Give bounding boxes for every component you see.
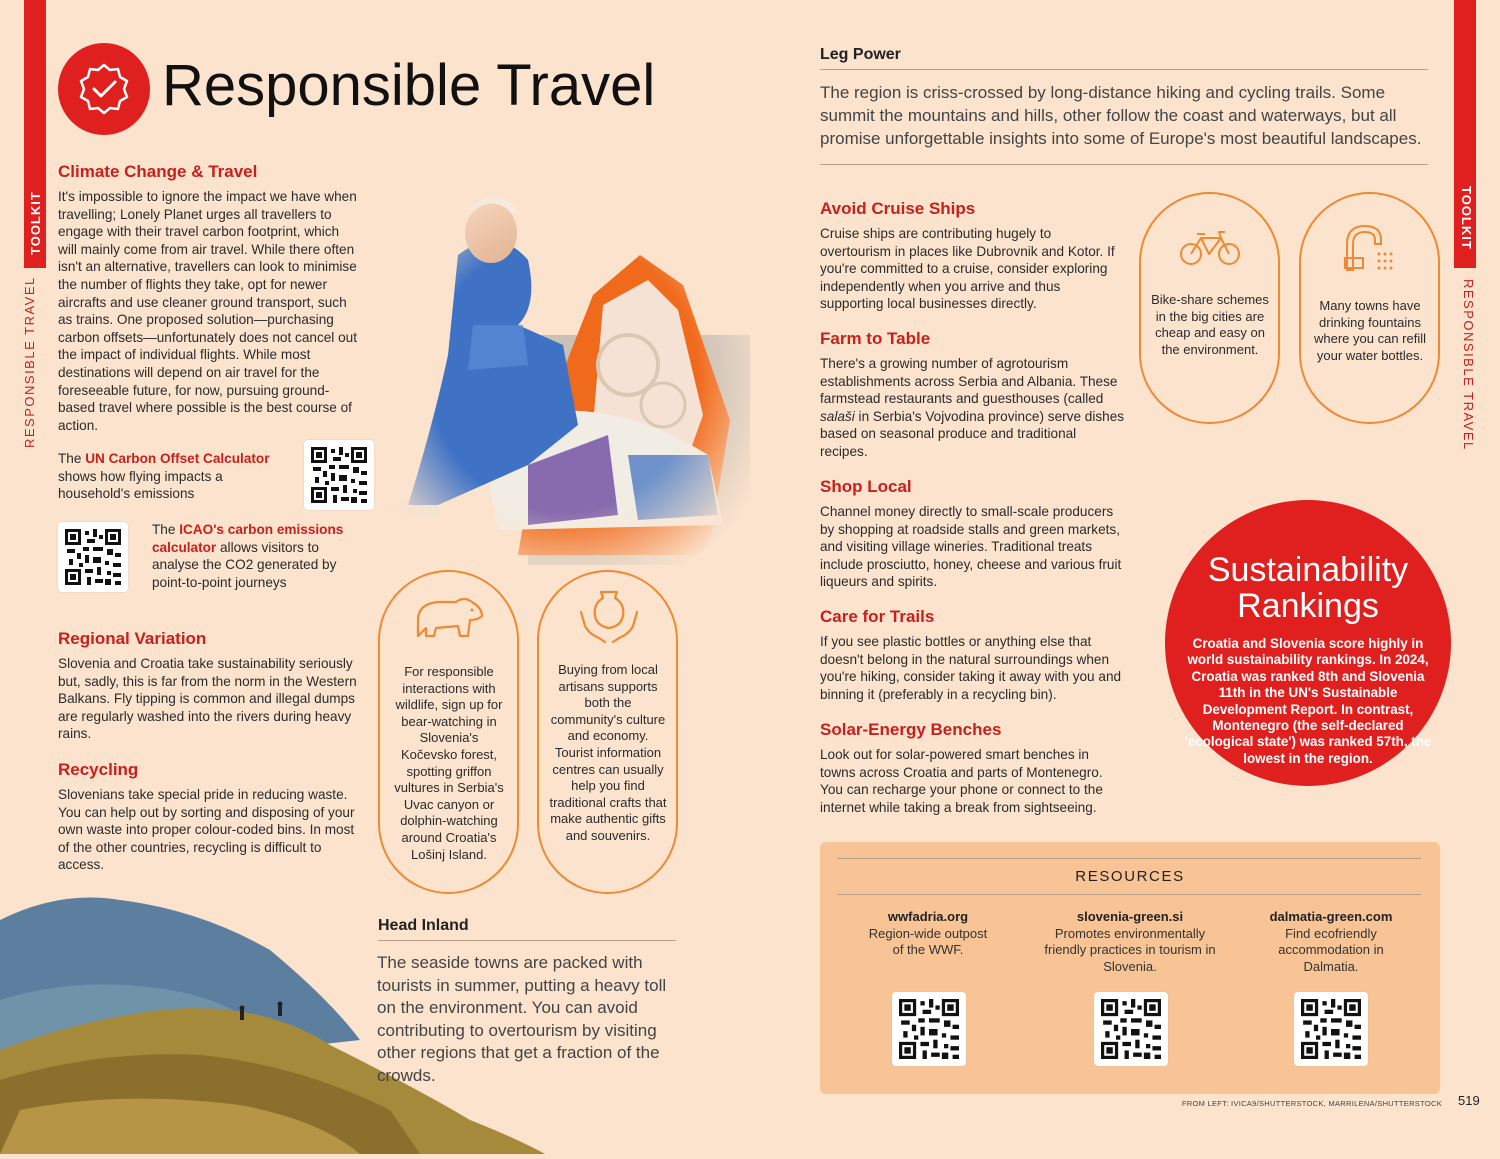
resource-dalmatia <box>1231 909 1431 975</box>
rankings-title <box>1165 552 1451 624</box>
icao-post: allows visitors to analyse the CO2 generated by point-to-point journeys <box>152 539 337 590</box>
solar-text: Look out for solar-powered smart benches in towns across Croatia and parts of Montenegro. You can recharge your phone or connect to the internet while taking a break from sightseeing. <box>820 747 1103 815</box>
resource-wwf-site[interactable]: wwfadria.org <box>887 909 969 924</box>
un-calculator-note <box>58 450 288 503</box>
leg-power-text: The region is criss-crossed by long-distance hiking and cycling trails. Some summit the mountains and hills, other follow the coast and waterways, but all promise unforgettable insights into some of Europe's most beautiful landscapes. <box>820 83 1422 148</box>
cruise-section <box>820 199 1125 313</box>
toolkit-tab-label-right: TOOLKIT <box>1459 186 1474 250</box>
rankings-title-1: Sustainability <box>1207 551 1409 589</box>
bear-icon <box>412 590 488 646</box>
icao-link[interactable]: ICAO's carbon emissions calculator <box>152 522 344 555</box>
wildlife-pill <box>378 570 519 894</box>
climate-heading: Climate Change & Travel <box>58 162 258 181</box>
section-label-right: RESPONSIBLE TRAVEL <box>1461 279 1476 451</box>
fountains-pill <box>1299 192 1440 424</box>
artisans-pill <box>537 570 678 894</box>
head-inland-heading: Head Inland <box>378 917 469 934</box>
cruise-heading: Avoid Cruise Ships <box>820 199 976 218</box>
resource-slovenia-desc: Promotes environmentally friendly practices in tourism in Slovenia. <box>1044 925 1216 974</box>
head-inland-rule <box>378 940 676 941</box>
resource-wwf-desc: Region-wide outpost of the WWF. <box>868 925 988 958</box>
icao-pre: The <box>152 522 180 537</box>
solar-heading: Solar-Energy Benches <box>820 720 1002 739</box>
shop-text: Channel money directly to small-scale producers by shopping at roadside stalls and green markets, and visiting village wineries. Traditional treats include prosciutto, honey, cheese and various fruit liqueurs and spirits. <box>820 504 1122 590</box>
head-inland-text: The seaside towns are packed with tourists in summer, putting a heavy toll on the environment. You can avoid contributing to overtourism by visiting other regions that get a fraction of the crowds. <box>377 953 667 1085</box>
regional-section <box>58 629 358 743</box>
qr-code-dalmatia-green[interactable] <box>1294 992 1368 1066</box>
farm-text-b: in Serbia's Vojvodina province) serve dishes based on seasonal produce and traditional recipes. <box>820 408 1125 459</box>
recycling-heading: Recycling <box>58 760 139 779</box>
un-calc-post: shows how flying impacts a household's emissions <box>58 468 223 502</box>
qr-code-un-calculator[interactable] <box>304 440 374 510</box>
toolkit-tab-label-left: TOOLKIT <box>28 191 43 255</box>
bike-share-text: Bike-share schemes in the big cities are cheap and easy on the environment. <box>1151 292 1269 357</box>
bicycle-icon <box>1179 228 1241 268</box>
climate-section <box>58 162 358 434</box>
leg-power-heading: Leg Power <box>820 46 901 63</box>
regional-heading: Regional Variation <box>58 629 207 648</box>
artisans-pill-text: Buying from local artisans supports both the community's culture and economy. Tourist information centres can usually help you find traditional crafts that make authentic gifts and souvenirs. <box>549 662 667 843</box>
climate-text: It's impossible to ignore the impact we have when travelling; Lonely Planet urges all travellers to engage with their travel carbon footprint, which will mainly come from air travel. While there often isn't an alternative, travellers can look to minimise the number of flights they take, opt for newer aircrafts and use cleaner ground transport, such as trains. One proposed solution—purchasing carbon offsets—unfortunately does not cancel out the impact of individual flights. While most destinations will depend on air travel for the foreseeable future, for now, pursuing ground-based travel where possible is the best course of action. <box>58 189 358 433</box>
qr-code-wwf[interactable] <box>892 992 966 1066</box>
artisan-photo <box>378 185 750 565</box>
trails-section <box>820 607 1130 703</box>
resource-wwf <box>828 909 1028 959</box>
head-inland-section <box>378 917 676 935</box>
farm-section <box>820 329 1125 461</box>
trails-heading: Care for Trails <box>820 607 935 626</box>
pottery-hands-icon <box>577 582 641 646</box>
resource-dalmatia-desc: Find ecofriendly accommodation in Dalmatia. <box>1278 925 1384 974</box>
shop-section <box>820 477 1125 591</box>
resource-dalmatia-site[interactable]: dalmatia-green.com <box>1269 909 1393 924</box>
water-tap-icon <box>1341 214 1401 278</box>
resources-heading: RESOURCES <box>1075 868 1185 885</box>
un-calc-link[interactable]: UN Carbon Offset Calculator <box>85 451 270 466</box>
qr-code-slovenia-green[interactable] <box>1094 992 1168 1066</box>
farm-text-a: There's a growing number of agrotourism establishments across Serbia and Albania. These farmstead restaurants and guesthouses (called <box>820 356 1118 407</box>
photo-credit: FROM LEFT: IVICA9/SHUTTERSTOCK, MARRILENA/SHUTTERSTOCK <box>1181 1099 1442 1108</box>
resource-slovenia <box>1030 909 1230 975</box>
rankings-text: Croatia and Slovenia score highly in world sustainability rankings. In 2024, Croatia was ranked 8th and Slovenia 11th in the UN's Sustainable Development Report. In contrast, Montenegro (the self-declared 'ecological state') was ranked 57th, the lowest in the region. <box>1184 636 1432 766</box>
resources-box <box>820 842 1440 1094</box>
resources-rule-top <box>837 858 1421 859</box>
leg-power-rule-top <box>820 69 1428 70</box>
resource-slovenia-site[interactable]: slovenia-green.si <box>1076 909 1184 924</box>
badge-check-icon <box>58 43 150 135</box>
wildlife-pill-text: For responsible interactions with wildlife, sign up for bear-watching in Slovenia's Kočevsko forest, spotting griffon vultures in Serbia's Uvac canyon or dolphin-watching around Croatia's Lošinj Island. <box>394 664 504 862</box>
cruise-text: Cruise ships are contributing hugely to overtourism in places like Dubrovnik and Kotor. If you're committed to a cruise, consider exploring independently when you arrive and thus supporting local businesses directly. <box>820 226 1115 312</box>
farm-text-em: salaši <box>820 408 855 424</box>
page-title: Responsible Travel <box>162 53 656 118</box>
regional-text: Slovenia and Croatia take sustainability seriously but, sadly, this is far from the norm in the Western Balkans. Fly tipping is common and illegal dumps are regularly washed into the rivers during heavy rains. <box>58 656 357 742</box>
recycling-text: Slovenians take special pride in reducing waste. You can help out by sorting and disposing of your own waste into proper colour-coded bins. In most of the other countries, recycling is difficult to access. <box>58 787 355 873</box>
icao-calculator-note <box>152 521 357 591</box>
farm-text <box>820 355 1125 461</box>
fountains-text: Many towns have drinking fountains where you can refill your water bottles. <box>1314 298 1426 363</box>
shop-heading: Shop Local <box>820 477 912 496</box>
rankings-title-2: Rankings <box>1237 587 1379 625</box>
section-label-left: RESPONSIBLE TRAVEL <box>22 276 37 448</box>
leg-power-rule-bottom <box>820 164 1428 165</box>
farm-heading: Farm to Table <box>820 329 931 348</box>
trails-text: If you see plastic bottles or anything else that doesn't belong in the natural surroundings when you're hiking, consider taking it away with you and binning it (preferably in a recycling bin). <box>820 634 1122 702</box>
recycling-section <box>58 760 364 874</box>
solar-section <box>820 720 1125 816</box>
qr-code-icao-calculator[interactable] <box>58 522 128 592</box>
sustainability-rankings-callout <box>1165 500 1451 786</box>
bike-share-pill <box>1139 192 1280 424</box>
un-calc-pre: The <box>58 451 86 466</box>
resources-rule-bottom <box>837 894 1421 895</box>
page-number: 519 <box>1458 1093 1480 1108</box>
